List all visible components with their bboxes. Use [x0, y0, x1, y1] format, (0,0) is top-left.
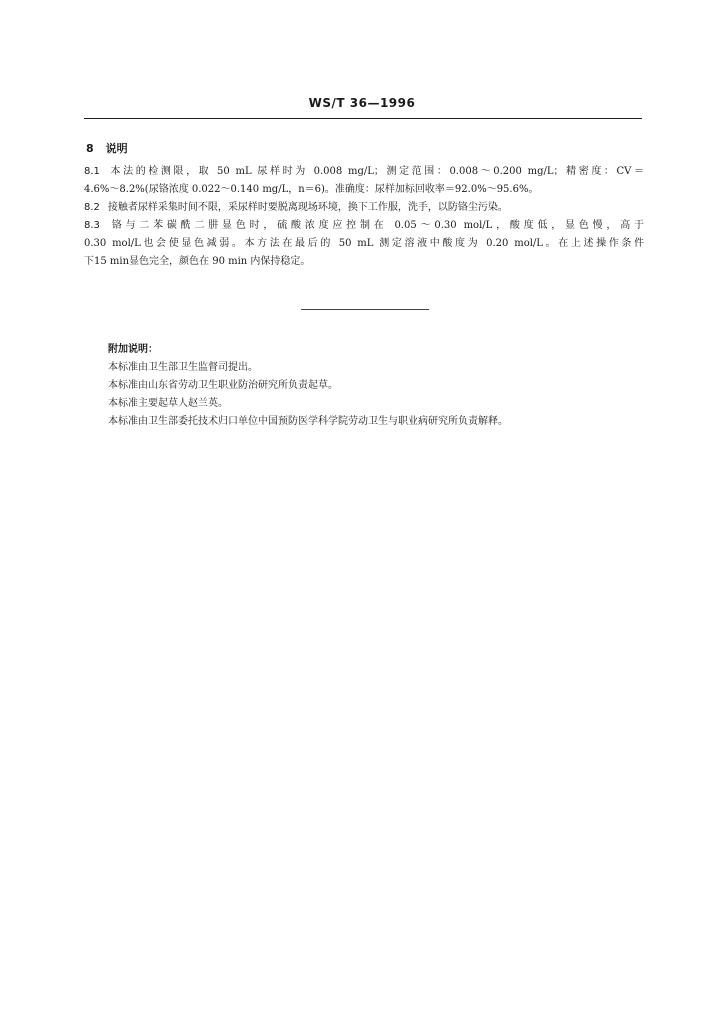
- clause-line: [84, 199, 644, 217]
- clause-line: 下15 min显色完全，颜色在 90 min 内保持稳定。: [84, 256, 311, 267]
- note-line: 本标准主要起草人赵兰英。: [108, 398, 228, 409]
- clause-number: 8.2: [84, 202, 100, 213]
- additional-notes: [108, 341, 648, 431]
- clause-line: [84, 163, 644, 181]
- section-title: 说明: [105, 142, 128, 155]
- clause-8-2: [84, 199, 644, 217]
- clause-text: 铬与二苯碳酰二肼显色时，硫酸浓度应控制在 0.05～0.30 mol/L，酸度低，显色慢，高于: [107, 220, 644, 231]
- clause-line: [84, 217, 644, 235]
- section-heading: [86, 140, 128, 156]
- clause-number: 8.3: [84, 220, 100, 231]
- end-rule: [301, 309, 429, 310]
- clause-line: 4.6%～8.2%(尿铬浓度 0.022～0.140 mg/L，n＝6)。准确度：尿样加标回收率＝92.0%～95.6%。: [84, 184, 539, 195]
- section-number: 8: [86, 142, 94, 155]
- header-rule: [84, 118, 642, 119]
- clause-8-3: [84, 217, 644, 271]
- notes-title: 附加说明：: [108, 344, 158, 355]
- page-header: [0, 96, 724, 110]
- clause-8-1: [84, 163, 644, 199]
- standard-code: WS/T 36—1996: [308, 96, 416, 110]
- clause-text: 接触者尿样采集时间不限，采尿样时要脱离现场环境，换下工作服，洗手，以防铬尘污染。: [107, 202, 508, 213]
- clause-text: 本法的检测限，取 50 mL 尿样时为 0.008 mg/L；测定范围：0.008～0.200 mg/L；精密度：CV＝: [107, 166, 644, 177]
- note-line: 本标准由山东省劳动卫生职业防治研究所负责起草。: [108, 380, 338, 391]
- note-line: 本标准由卫生部卫生监督司提出。: [108, 362, 258, 373]
- note-line: 本标准由卫生部委托技术归口单位中国预防医学科学院劳动卫生与职业病研究所负责解释。: [108, 416, 508, 427]
- clause-line: 0.30 mol/L也会使显色减弱。本方法在最后的 50 mL 测定溶液中酸度为 0.20 mol/L。在上述操作条件: [84, 238, 644, 249]
- clause-number: 8.1: [84, 166, 100, 177]
